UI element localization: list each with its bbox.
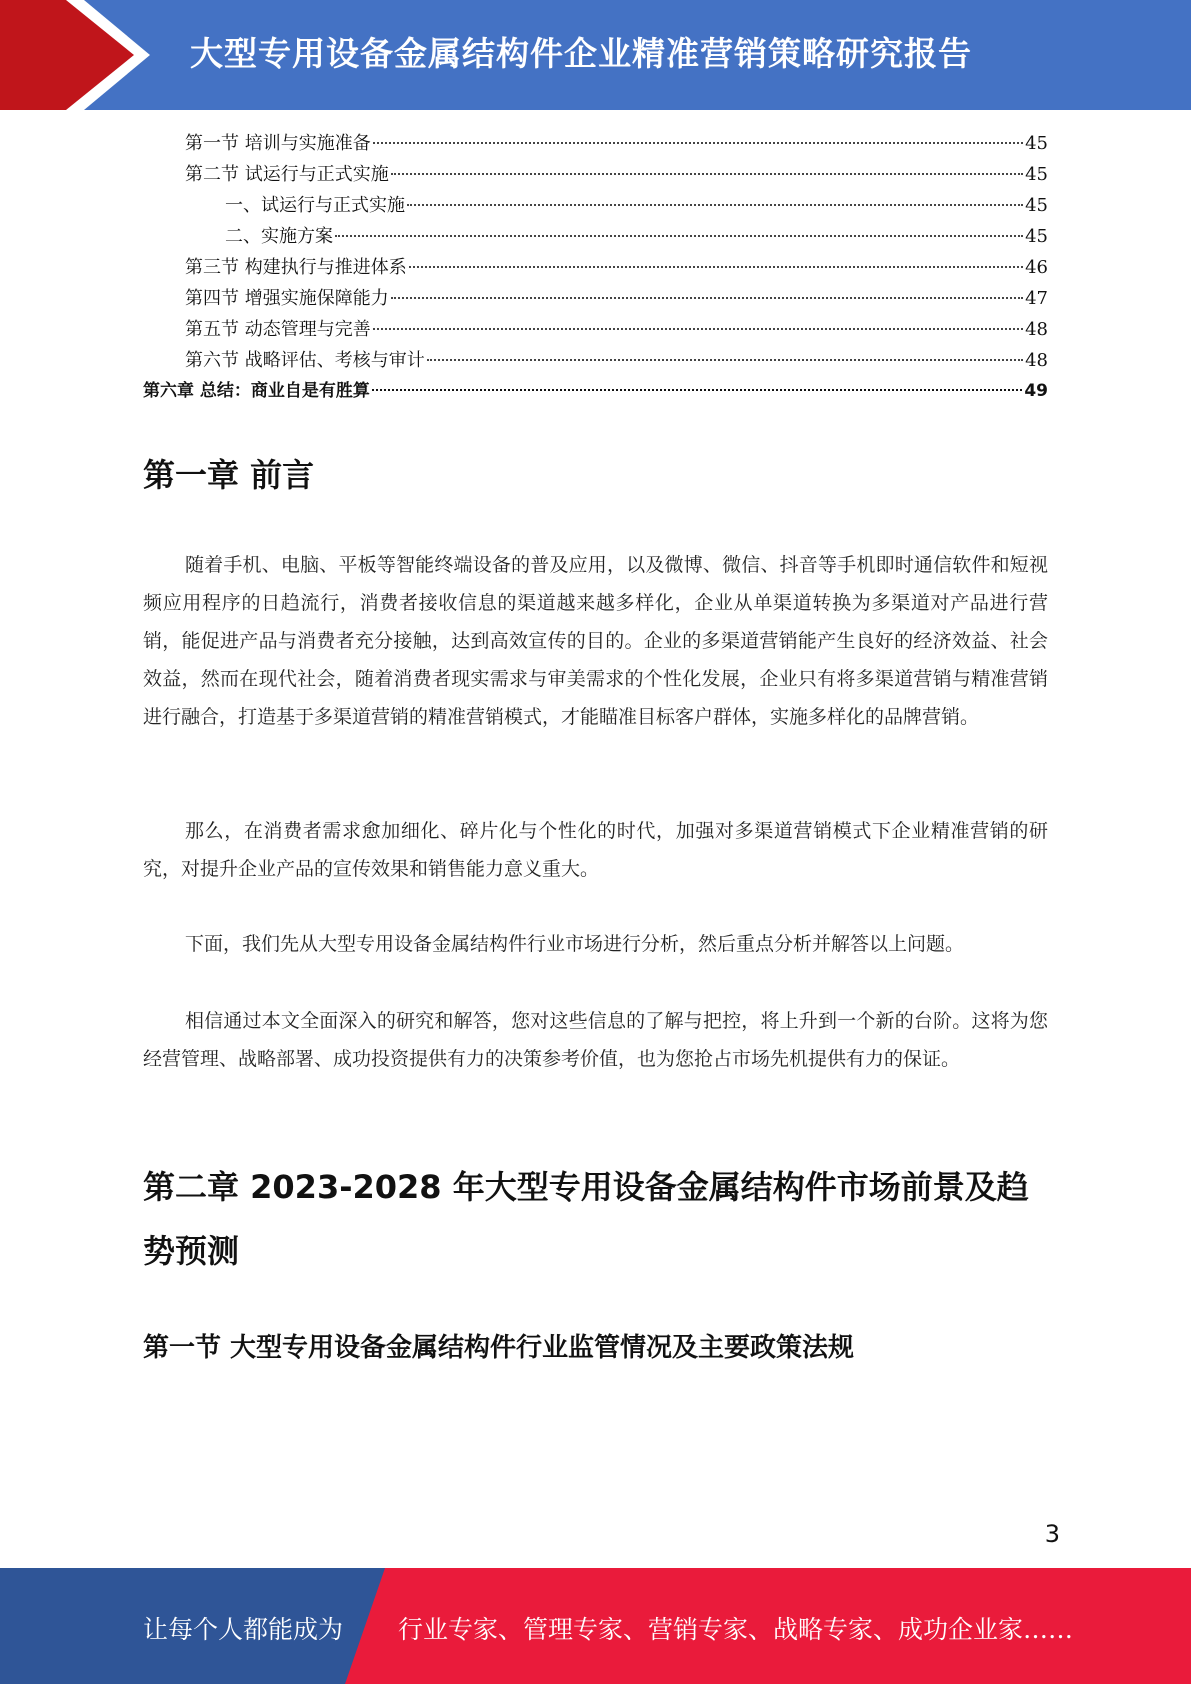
- toc-dot-leader: [391, 297, 1023, 299]
- toc-entry-label: 第六章 总结：商业自是有胜算: [143, 381, 370, 401]
- toc-dot-leader: [407, 204, 1023, 206]
- toc-entry[interactable]: [143, 128, 1048, 159]
- toc-dot-leader: [391, 173, 1023, 175]
- toc-entry-page: 46: [1025, 257, 1048, 278]
- toc-chapter-entry[interactable]: [143, 376, 1048, 407]
- body-paragraph: 下面，我们先从大型专用设备金属结构件行业市场进行分析，然后重点分析并解答以上问题。: [185, 933, 965, 955]
- toc-entry[interactable]: [143, 252, 1048, 283]
- toc-entry-page: 47: [1025, 288, 1048, 309]
- body-paragraph: 相信通过本文全面深入的研究和解答，您对这些信息的了解与把控，将上升到一个新的台阶。这将为您经营管理、战略部署、成功投资提供有力的决策参考价值，也为您抢占市场先机提供有力的保证。: [143, 1010, 1048, 1070]
- toc-entry-page: 45: [1025, 226, 1048, 247]
- toc-entry-label: 第二节 试运行与正式实施: [185, 164, 389, 185]
- footer-slogan-left: 让每个人都能成为: [143, 1615, 344, 1644]
- toc-dot-leader: [373, 328, 1023, 330]
- toc-entry[interactable]: [143, 190, 1048, 221]
- toc-entry-page: 45: [1025, 164, 1048, 185]
- chapter-2-heading: 第二章 2023-2028 年大型专用设备金属结构件市场前景及趋势预测: [143, 1168, 1029, 1270]
- body-paragraph: 那么，在消费者需求愈加细化、碎片化与个性化的时代，加强对多渠道营销模式下企业精准营销的研究，对提升企业产品的宣传效果和销售能力意义重大。: [143, 820, 1048, 880]
- toc-entry[interactable]: [143, 314, 1048, 345]
- toc-entry-page: 49: [1024, 381, 1048, 401]
- toc-entry-page: 45: [1025, 195, 1048, 216]
- header-red-chevron-decoration: [0, 0, 140, 110]
- toc-entry[interactable]: [143, 283, 1048, 314]
- toc-entry-label: 第六节 战略评估、考核与审计: [185, 350, 425, 371]
- toc-entry-label: 一、试运行与正式实施: [225, 195, 405, 216]
- toc-entry[interactable]: [143, 345, 1048, 376]
- chapter-1-heading: 第一章 前言: [143, 456, 315, 494]
- toc-entry-label: 第一节 培训与实施准备: [185, 133, 371, 154]
- toc-entry-label: 第四节 增强实施保障能力: [185, 288, 389, 309]
- page-number: 3: [1044, 1520, 1060, 1548]
- toc-dot-leader: [373, 142, 1023, 144]
- toc-entry-page: 45: [1025, 133, 1048, 154]
- toc-entry[interactable]: [143, 159, 1048, 190]
- body-paragraph: 随着手机、电脑、平板等智能终端设备的普及应用，以及微博、微信、抖音等手机即时通信软件和短视频应用程序的日趋流行，消费者接收信息的渠道越来越多样化，企业从单渠道转换为多渠道对产品进行营销，能促进产品与消费者充分接触，达到高效宣传的目的。企业的多渠道营销能产生良好的经济效益、社会效益，然而在现代社会，随着消费者现实需求与审美需求的个性化发展，企业只有将多渠道营销与精准营销进行融合，打造基于多渠道营销的精准营销模式，才能瞄准目标客户群体，实施多样化的品牌营销。: [143, 554, 1048, 728]
- report-title: 大型专用设备金属结构件企业精准营销策略研究报告: [190, 34, 972, 73]
- toc-dot-leader: [335, 235, 1023, 237]
- toc-entry-label: 第三节 构建执行与推进体系: [185, 257, 407, 278]
- toc-entry[interactable]: [143, 221, 1048, 252]
- header-banner: [0, 0, 1191, 110]
- footer-banner: [0, 1568, 1191, 1684]
- toc-entry-page: 48: [1025, 319, 1048, 340]
- toc-dot-leader: [427, 359, 1023, 361]
- footer-slogan-right: 行业专家、管理专家、营销专家、战略专家、成功企业家……: [398, 1615, 1074, 1644]
- table-of-contents: [143, 128, 1048, 407]
- toc-dot-leader: [409, 266, 1023, 268]
- toc-dot-leader: [372, 389, 1022, 391]
- section-heading: 第一节 大型专用设备金属结构件行业监管情况及主要政策法规: [143, 1333, 855, 1363]
- toc-entry-label: 第五节 动态管理与完善: [185, 319, 371, 340]
- toc-entry-page: 48: [1025, 350, 1048, 371]
- toc-entry-label: 二、实施方案: [225, 226, 333, 247]
